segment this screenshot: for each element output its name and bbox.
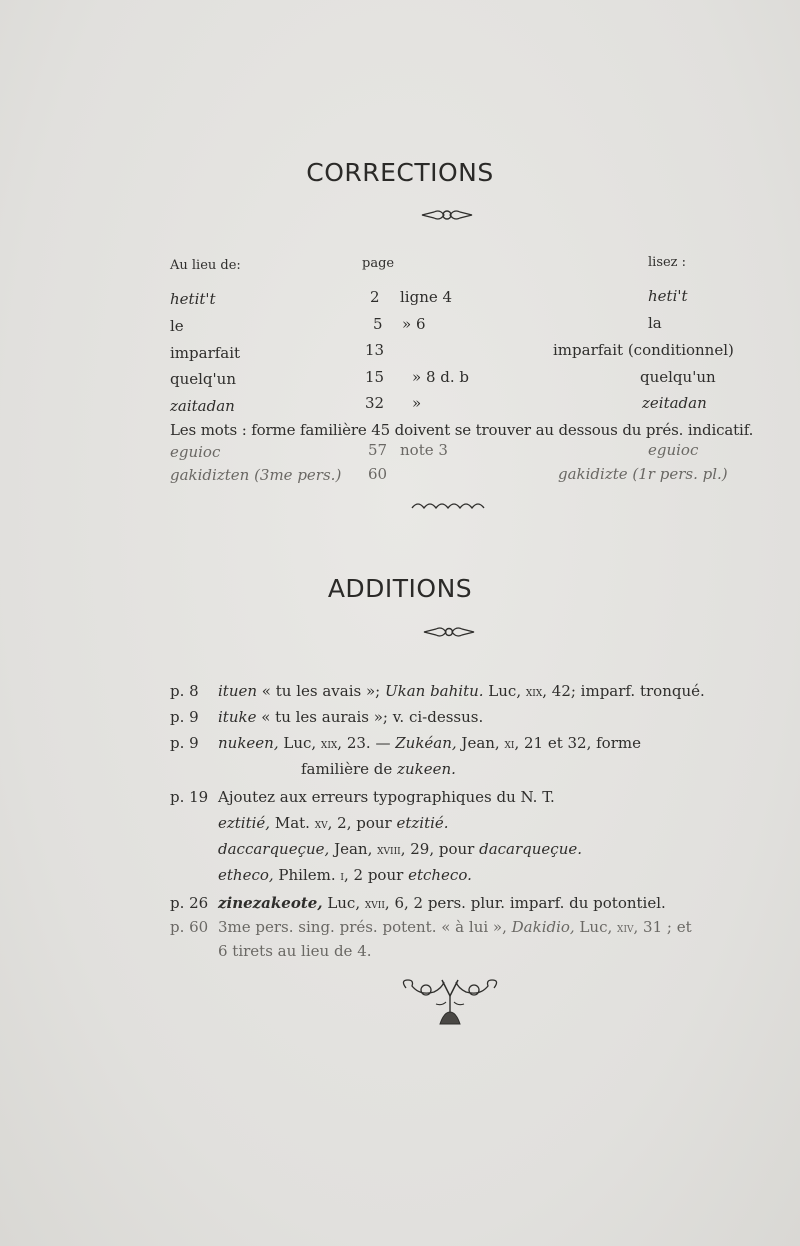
correction-right: gakidizte (1r pers. pl.) [558,465,728,483]
wave-divider-icon [410,500,486,512]
corrections-title: CORRECTIONS [306,158,494,187]
additions-title: ADDITIONS [327,574,473,603]
addition-continuation: 6 tirets au lieu de 4. [218,942,372,960]
ornament-icon [420,206,474,224]
correction-page: 15 [365,368,385,386]
correction-right: imparfait (conditionnel) [553,341,734,359]
correction-page: 13 [365,341,385,359]
addition-entry: p. 60 3me pers. sing. prés. potent. « à lui », Dakidio, Luc, xiv, 31 ; et [170,918,692,936]
correction-right: quelqu'un [640,368,716,386]
correction-page: 2 [370,288,380,306]
correction-wrong: zaitadan [170,397,235,415]
correction-wrong: gakidizten (3me pers.) [170,466,342,484]
addition-subentry: etheco, Philem. i, 2 pour etcheco. [218,866,472,884]
correction-wrong: hetit't [170,290,216,308]
addition-entry: p. 26 zinezakeote, Luc, xvii, 6, 2 pers. plur. imparf. du potontiel. [170,894,666,912]
correction-page: 60 [368,465,388,483]
header-left: Au lieu de: [170,258,241,273]
correction-right: zeitadan [642,394,707,412]
correction-page: 5 [373,315,383,333]
correction-loc: ligne 4 [400,288,453,306]
correction-note: Les mots : forme familière 45 doivent se trouver au dessous du prés. indicatif. [170,421,754,439]
correction-right: eguioc [648,441,699,459]
tailpiece-ornament-icon [398,976,502,1030]
correction-loc: » [412,394,422,412]
addition-entry: p. 9 ituke « tu les aurais »; v. ci-dessus. [170,708,484,726]
correction-loc: » 8 d. b [412,368,469,386]
correction-page: 57 [368,441,388,459]
header-right: lisez : [648,255,687,270]
correction-wrong: eguioc [170,443,221,461]
addition-continuation: familière de zukeen. [301,760,456,778]
addition-entry: p. 19 Ajoutez aux erreurs typographiques du N. T. [170,788,555,806]
correction-wrong: quelq'un [170,370,236,388]
addition-subentry: eztitié, Mat. xv, 2, pour etzitié. [218,814,449,832]
correction-wrong: imparfait [170,344,241,362]
correction-loc: » 6 [402,315,426,333]
correction-right: heti't [648,287,688,305]
header-mid: page [362,256,395,271]
correction-wrong: le [170,317,184,335]
addition-entry: p. 9 nukeen, Luc, xix, 23. — Zukéan, Jean, xi, 21 et 32, forme [170,734,641,752]
addition-entry: p. 8 ituen « tu les avais »; Ukan bahitu. Luc, xix, 42; imparf. tronqué. [170,682,705,700]
correction-loc: note 3 [400,441,448,459]
correction-right: la [648,314,662,332]
ornament-icon [422,624,476,640]
addition-subentry: daccarqueçue, Jean, xviii, 29, pour dacarqueçue. [218,840,583,858]
correction-page: 32 [365,394,385,412]
